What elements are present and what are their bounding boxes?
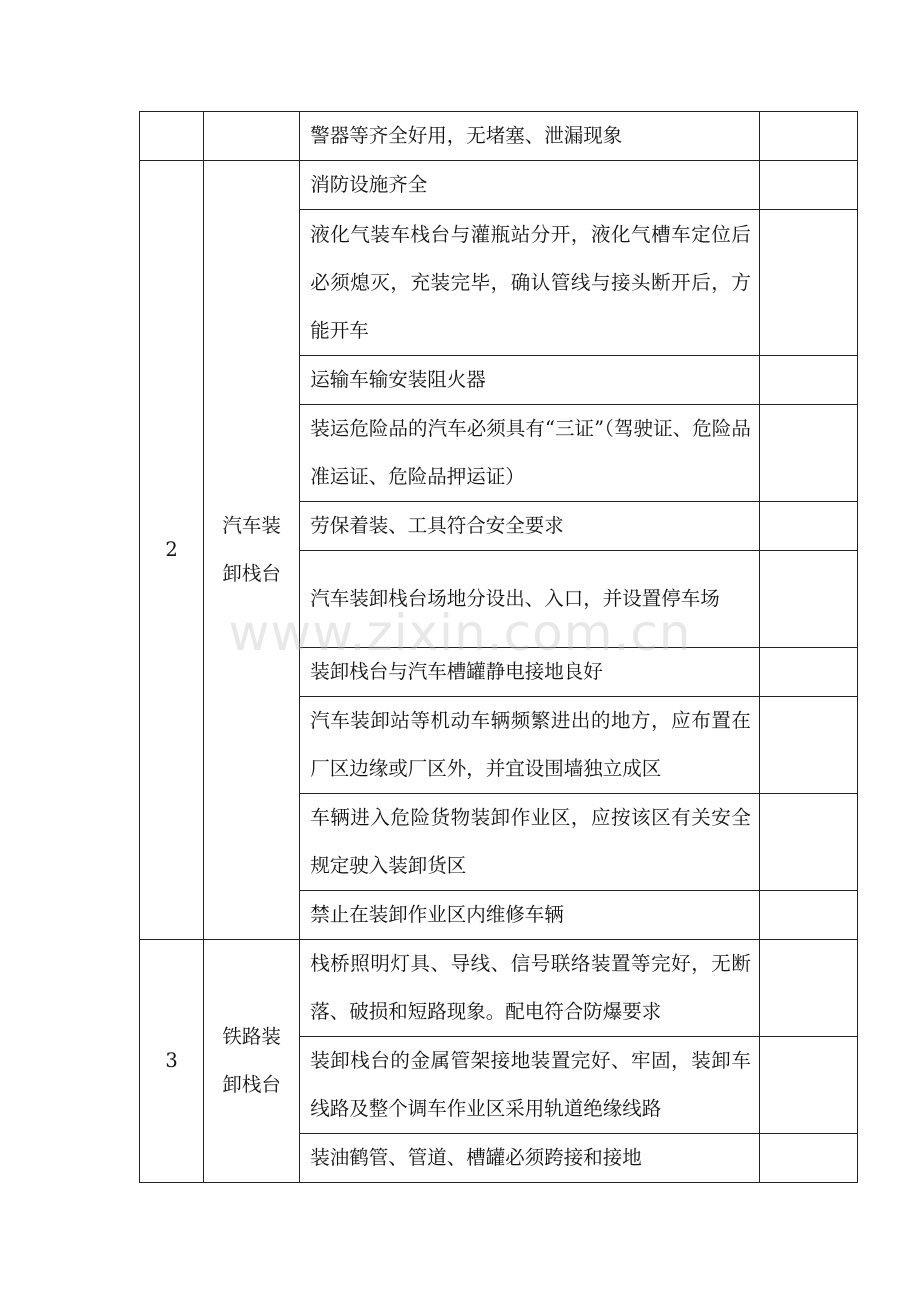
check-item: 装运危险品的汽车必须具有“三证”（驾驶证、危险品准运证、危险品押运证） [300, 405, 760, 502]
check-item: 液化气装车栈台与灌瓶站分开，液化气槽车定位后必须熄灭，充装完毕，确认管线与接头断开后，方能开车 [300, 210, 760, 356]
check-item: 禁止在装卸作业区内维修车辆 [300, 891, 760, 940]
section-number: 3 [140, 940, 204, 1183]
section-name-line: 卸栈台 [222, 562, 281, 585]
result-cell[interactable] [759, 648, 857, 697]
check-item: 劳保着装、工具符合安全要求 [300, 502, 760, 551]
table-row [140, 161, 858, 210]
result-cell[interactable] [759, 210, 857, 356]
check-item: 汽车装卸栈台场地分设出、入口，并设置停车场 [300, 551, 760, 648]
result-cell[interactable] [759, 112, 857, 161]
section-name-line: 卸栈台 [222, 1073, 281, 1096]
check-item: 消防设施齐全 [300, 161, 760, 210]
check-item: 栈桥照明灯具、导线、信号联络装置等完好，无断落、破损和短路现象。配电符合防爆要求 [300, 940, 760, 1037]
result-cell[interactable] [759, 405, 857, 502]
result-cell[interactable] [759, 551, 857, 648]
check-item: 车辆进入危险货物装卸作业区，应按该区有关安全规定驶入装卸货区 [300, 794, 760, 891]
check-item: 汽车装卸站等机动车辆频繁进出的地方，应布置在厂区边缘或厂区外，并宜设围墙独立成区 [300, 697, 760, 794]
check-item: 装油鹤管、管道、槽罐必须跨接和接地 [300, 1134, 760, 1183]
result-cell[interactable] [759, 161, 857, 210]
table-row [140, 112, 858, 161]
check-item: 运输车输安装阻火器 [300, 356, 760, 405]
check-item: 装卸栈台的金属管架接地装置完好、牢固，装卸车线路及整个调车作业区采用轨道绝缘线路 [300, 1037, 760, 1134]
check-item: 装卸栈台与汽车槽罐静电接地良好 [300, 648, 760, 697]
section-name [204, 940, 300, 1183]
check-item: 警器等齐全好用，无堵塞、泄漏现象 [300, 112, 760, 161]
section-name-line: 铁路装 [222, 1025, 281, 1048]
watermark: www.zixin.com.cn [228, 604, 692, 662]
table-row [140, 940, 858, 1037]
row-number-cell [140, 112, 204, 161]
section-name-line: 汽车装 [222, 514, 281, 537]
result-cell[interactable] [759, 1134, 857, 1183]
result-cell[interactable] [759, 502, 857, 551]
section-number: 2 [140, 161, 204, 940]
row-name-cell [204, 112, 300, 161]
result-cell[interactable] [759, 356, 857, 405]
section-name [204, 161, 300, 940]
result-cell[interactable] [759, 794, 857, 891]
result-cell[interactable] [759, 940, 857, 1037]
safety-checklist-table [139, 111, 858, 1183]
result-cell[interactable] [759, 891, 857, 940]
result-cell[interactable] [759, 697, 857, 794]
result-cell[interactable] [759, 1037, 857, 1134]
